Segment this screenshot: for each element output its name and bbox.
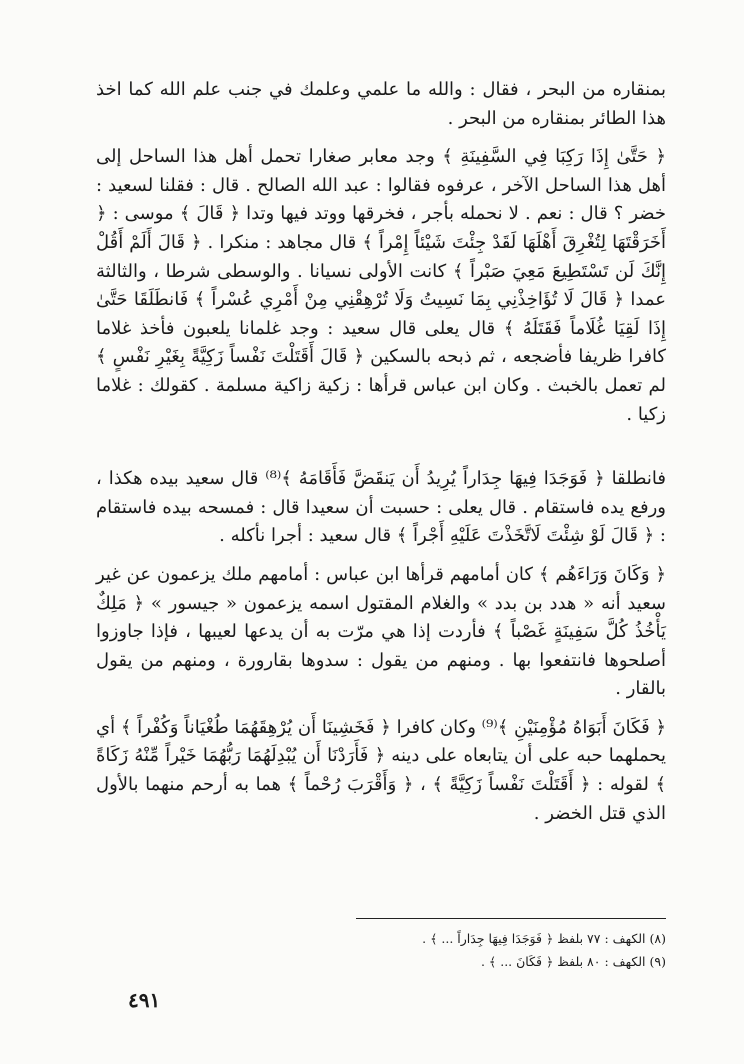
footnote-8: (٨) الكهف : ٧٧ بلفظ ﴿ فَوَجَدَا فِيهَا جِدَاراً ... ﴾ .	[422, 931, 666, 946]
page-body	[96, 76, 666, 828]
page-number: ٤٩١	[128, 988, 161, 1012]
footnote-9: (٩) الكهف : ٨٠ بلفظ ﴿ فَكَانَ ... ﴾ .	[480, 954, 666, 969]
paragraph-2: ﴿ حَتَّىٰ إِذَا رَكِبَا فِي السَّفِينَةِ ﴾ وجد معابر صغارا تحمل أهل هذا الساحل إلى أهل هذا الساحل الآخر ، عرفوه فقالوا : عبد الله الصالح . قال : فقلنا لسعيد : خضر ؟ قال : نعم . لا نحمله بأجر ، فخرقها ووتد فيها وتدا ﴿ قَالَ ﴾ موسى : ﴿ أَخَرَقْتَهَا لِتُغْرِقَ أَهْلَهَا لَقَدْ جِئْتَ شَيْئاً إِمْراً ﴾ قال مجاهد : منكرا . ﴿ قَالَ أَلَمْ أَقُلْ إِنَّكَ لَن تَسْتَطِيعَ مَعِيَ صَبْراً ﴾ كانت الأولى نسيانا . والوسطى شرطا ، والثالثة عمدا ﴿ قَالَ لَا تُؤَاخِذْنِي بِمَا نَسِيتُ وَلَا تُرْهِقْنِي مِنْ أَمْرِي عُسْراً ﴾ فَانطَلَقَا حَتَّىٰ إِذَا لَقِيَا غُلَاماً فَقَتَلَهُ ﴾ قال يعلى قال سعيد : وجد غلمانا يلعبون فأخذ غلاما كافرا ظريفا فأضجعه ، ثم ذبحه بالسكين ﴿ قَالَ أَقَتَلْتَ نَفْساً زَكِيَّةً بِغَيْرِ نَفْسٍ ﴾ لم تعمل بالخبث . وكان ابن عباس قرأها : زكية زاكية مسلمة . كقولك : غلاما زكيا .	[96, 146, 666, 425]
paragraph-5: ﴿ فَكَانَ أَبَوَاهُ مُؤْمِنَيْنِ ﴾⁽⁹⁾ وكان كافرا ﴿ فَخَشِينَا أَن يُرْهِقَهُمَا طُغْيَاناً وَكُفْراً ﴾ أي يحملهما حبه على أن يتابعاه على دينه ﴿ فَأَرَدْنَا أَن يُبْدِلَهُمَا رَبُّهُمَا خَيْراً مِّنْهُ زَكَاةً ﴾ لقوله : ﴿ أَقَتَلْتَ نَفْساً زَكِيَّةً ﴾ ، ﴿ وَأَقْرَبَ رُحْماً ﴾ هما به أرحم منهما بالأول الذي قتل الخضر .	[96, 716, 666, 824]
paragraph-4: ﴿ وَكَانَ وَرَاءَهُم ﴾ كان أمامهم قرأها ابن عباس : أمامهم ملك يزعمون عن غير سعيد أنه « هدد بن بدد » والغلام المقتول اسمه يزعمون « جيسور » ﴿ مَلِكٌ يَأْخُذُ كُلَّ سَفِينَةٍ غَصْباً ﴾ فأردت إذا هي مرّت به أن يدعها لعيبها ، فإذا جاوزوا أصلحوها فانتفعوا بها . ومنهم من يقول : سدوها بقارورة ، ومنهم من يقول بالقار .	[96, 563, 666, 700]
paragraph-3: فانطلقا ﴿ فَوَجَدَا فِيهَا جِدَاراً يُرِيدُ أَن يَنقَضَّ فَأَقَامَهُ ﴾⁽⁸⁾ قال سعيد بيده هكذا ، ورفع يده فاستقام . قال يعلى : حسبت أن سعيدا قال : فمسحه بيده فاستقام : ﴿ قَالَ لَوْ شِئْتَ لَاتَّخَذْتَ عَلَيْهِ أَجْراً ﴾ قال سعيد : أجرا نأكله .	[96, 468, 667, 547]
footnote-divider	[356, 918, 666, 919]
paragraph-1: بمنقاره من البحر ، فقال : والله ما علمي وعلمك في جنب علم الله كما اخذ هذا الطائر بمنقاره من البحر .	[96, 79, 666, 129]
